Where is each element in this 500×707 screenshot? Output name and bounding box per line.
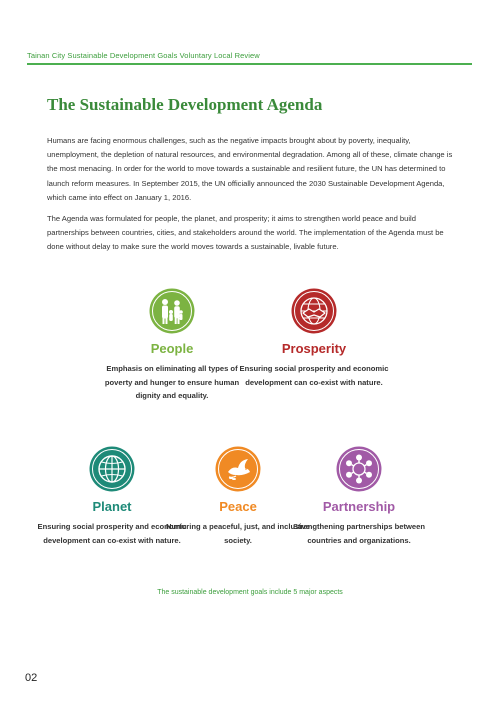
- aspect-description: Ensuring social prosperity and economic development can co-exist with nature.: [239, 364, 389, 387]
- header-text: Tainan City Sustainable Development Goals Voluntary Local Review: [27, 51, 260, 60]
- globe-handshake-icon: [291, 288, 337, 334]
- page-number: 02: [25, 672, 38, 684]
- people-circle-icon: [336, 446, 382, 492]
- aspect-name: Peace: [219, 499, 257, 514]
- dove-icon: [215, 446, 261, 492]
- globe-icon: [89, 446, 135, 492]
- aspect-description: Ensuring social prosperity and economic development can co-exist with nature.: [37, 522, 187, 545]
- family-icon: [149, 288, 195, 334]
- paragraph-intro: Humans are facing enormous challenges, such as the negative impacts brought about by poverty, inequality, unemployment, the depletion of natural resources, and environmental degradation. Among all of these, climate change is the most menacing. In order for the world to move towards a sustainable and resilient future, the UN has determined to launch reform measures. In September 2015, the UN officially announced the 2030 Sustainable Development Agenda, which came into effect on January 1, 2016.: [47, 136, 453, 202]
- aspect-name: Prosperity: [281, 341, 347, 356]
- paragraph-agenda: The Agenda was formulated for people, the planet, and prosperity; it aims to strengthen world peace and build partnerships between countries, cities, and stakeholders around the world. The implementation of the Agenda must be done without delay to make sure the world moves towards a sustainable, livable future.: [47, 214, 444, 252]
- aspect-prosperity: [239, 288, 389, 389]
- aspect-name: People: [150, 341, 194, 356]
- aspect-description: Nurturing a peaceful, just, and inclusive society.: [166, 522, 310, 545]
- aspect-description: Strengthening partnerships between countries and organizations.: [292, 522, 426, 545]
- header-rule: [27, 63, 472, 65]
- aspect-name: Planet: [92, 499, 132, 514]
- aspect-description: Emphasis on eliminating all types of poverty and hunger to ensure human dignity and equality.: [104, 364, 240, 400]
- aspect-people: [97, 288, 247, 403]
- aspect-name: Partnership: [322, 499, 396, 514]
- footnote: The sustainable development goals include 5 major aspects: [157, 589, 343, 596]
- page-title: The Sustainable Development Agenda: [47, 95, 323, 114]
- aspect-partnership: [284, 446, 434, 547]
